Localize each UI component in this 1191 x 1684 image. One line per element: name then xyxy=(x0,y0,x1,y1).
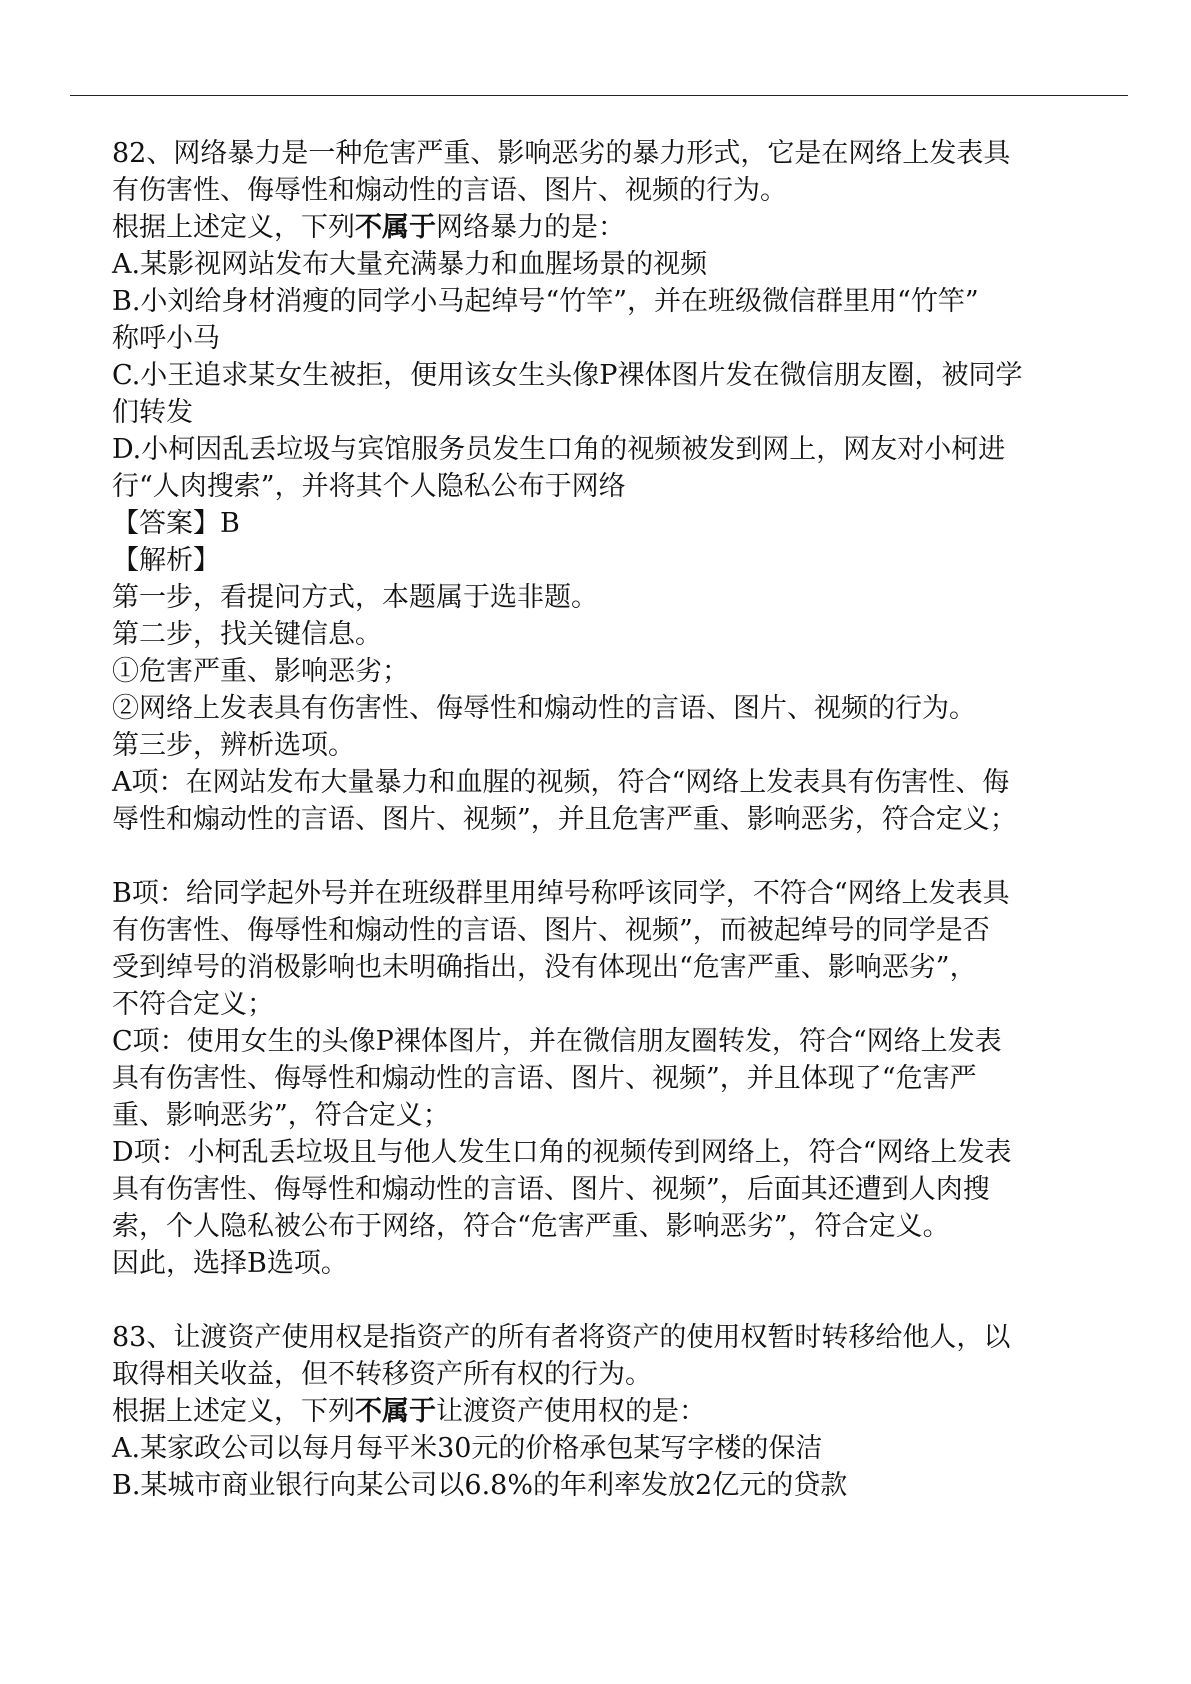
prompt-text: 让渡资产使用权的是： xyxy=(436,1396,706,1427)
option-d-cont: 行“人肉搜索”，并将其个人隐私公布于网络 xyxy=(112,471,626,502)
analysis-line: 索，个人隐私被公布于网络，符合“危害严重、影响恶劣”，符合定义。 xyxy=(112,1211,950,1242)
question-83 xyxy=(112,1319,1132,1504)
analysis-line: 辱性和煽动性的言语、图片、视频”，并且危害严重、影响恶劣，符合定义； xyxy=(112,804,1017,835)
analysis-line: 不符合定义； xyxy=(112,989,274,1020)
spacer xyxy=(112,1282,1132,1319)
prompt-text: 根据上述定义，下列 xyxy=(112,1396,355,1427)
option-d: D.小柯因乱丢垃圾与宾馆服务员发生口角的视频被发到网上，网友对小柯进 xyxy=(112,434,1006,465)
option-c: C.小王追求某女生被拒，便用该女生头像P裸体图片发在微信朋友圈，被同学 xyxy=(112,360,1023,391)
analysis-line: 受到绰号的消极影响也未明确指出，没有体现出“危害严重、影响恶劣”， xyxy=(112,952,977,983)
question-prompt xyxy=(112,209,1132,246)
question-stem-line: 有伤害性、侮辱性和煽动性的言语、图片、视频的行为。 xyxy=(112,175,787,206)
question-prompt xyxy=(112,1393,1132,1430)
analysis-line: 有伤害性、侮辱性和煽动性的言语、图片、视频”，而被起绰号的同学是否 xyxy=(112,915,990,946)
option-b-cont: 称呼小马 xyxy=(112,323,220,354)
analysis-line: ①危害严重、影响恶劣； xyxy=(112,656,409,687)
analysis-conclusion: 因此，选择B选项。 xyxy=(112,1248,348,1279)
option-b: B.某城市商业银行向某公司以6.8%的年利率发放2亿元的贷款 xyxy=(112,1470,848,1501)
analysis-line: 第二步，找关键信息。 xyxy=(112,619,382,650)
header-rule xyxy=(70,95,1128,96)
analysis-line: C项：使用女生的头像P裸体图片，并在微信朋友圈转发，符合“网络上发表 xyxy=(112,1026,1002,1057)
answer-label: 【答案】B xyxy=(112,508,240,539)
analysis-line: 第三步，辨析选项。 xyxy=(112,730,355,761)
analysis-line: A项：在网站发布大量暴力和血腥的视频，符合“网络上发表具有伤害性、侮 xyxy=(112,767,1010,798)
option-c-cont: 们转发 xyxy=(112,397,193,428)
analysis-line: 具有伤害性、侮辱性和煽动性的言语、图片、视频”，并且体现了“危害严 xyxy=(112,1063,977,1094)
analysis-line: D项：小柯乱丢垃圾且与他人发生口角的视频传到网络上，符合“网络上发表 xyxy=(112,1137,1012,1168)
analysis-title: 【解析】 xyxy=(112,545,220,576)
document-page xyxy=(112,135,1132,1504)
prompt-text: 网络暴力的是： xyxy=(436,212,625,243)
prompt-emphasis: 不属于 xyxy=(355,212,436,243)
question-stem-line: 83、让渡资产使用权是指资产的所有者将资产的使用权暂时转移给他人，以 xyxy=(112,1322,1011,1353)
option-a: A.某影视网站发布大量充满暴力和血腥场景的视频 xyxy=(112,249,708,280)
option-a: A.某家政公司以每月每平米30元的价格承包某写字楼的保洁 xyxy=(112,1433,823,1464)
analysis-line: 具有伤害性、侮辱性和煽动性的言语、图片、视频”，后面其还遭到人肉搜 xyxy=(112,1174,990,1205)
analysis-line: 第一步，看提问方式，本题属于选非题。 xyxy=(112,582,598,613)
analysis-line: 重、影响恶劣”，符合定义； xyxy=(112,1100,450,1131)
analysis-line: ②网络上发表具有伤害性、侮辱性和煽动性的言语、图片、视频的行为。 xyxy=(112,693,976,724)
spacer xyxy=(112,838,1132,875)
question-stem-line: 82、网络暴力是一种危害严重、影响恶劣的暴力形式，它是在网络上发表具 xyxy=(112,138,1011,169)
prompt-emphasis: 不属于 xyxy=(355,1396,436,1427)
question-stem-line: 取得相关收益，但不转移资产所有权的行为。 xyxy=(112,1359,652,1390)
option-b: B.小刘给身材消瘦的同学小马起绰号“竹竿”，并在班级微信群里用“竹竿” xyxy=(112,286,979,317)
prompt-text: 根据上述定义，下列 xyxy=(112,212,355,243)
analysis-line: B项：给同学起外号并在班级群里用绰号称呼该同学，不符合“网络上发表具 xyxy=(112,878,1010,909)
question-82 xyxy=(112,135,1132,1282)
